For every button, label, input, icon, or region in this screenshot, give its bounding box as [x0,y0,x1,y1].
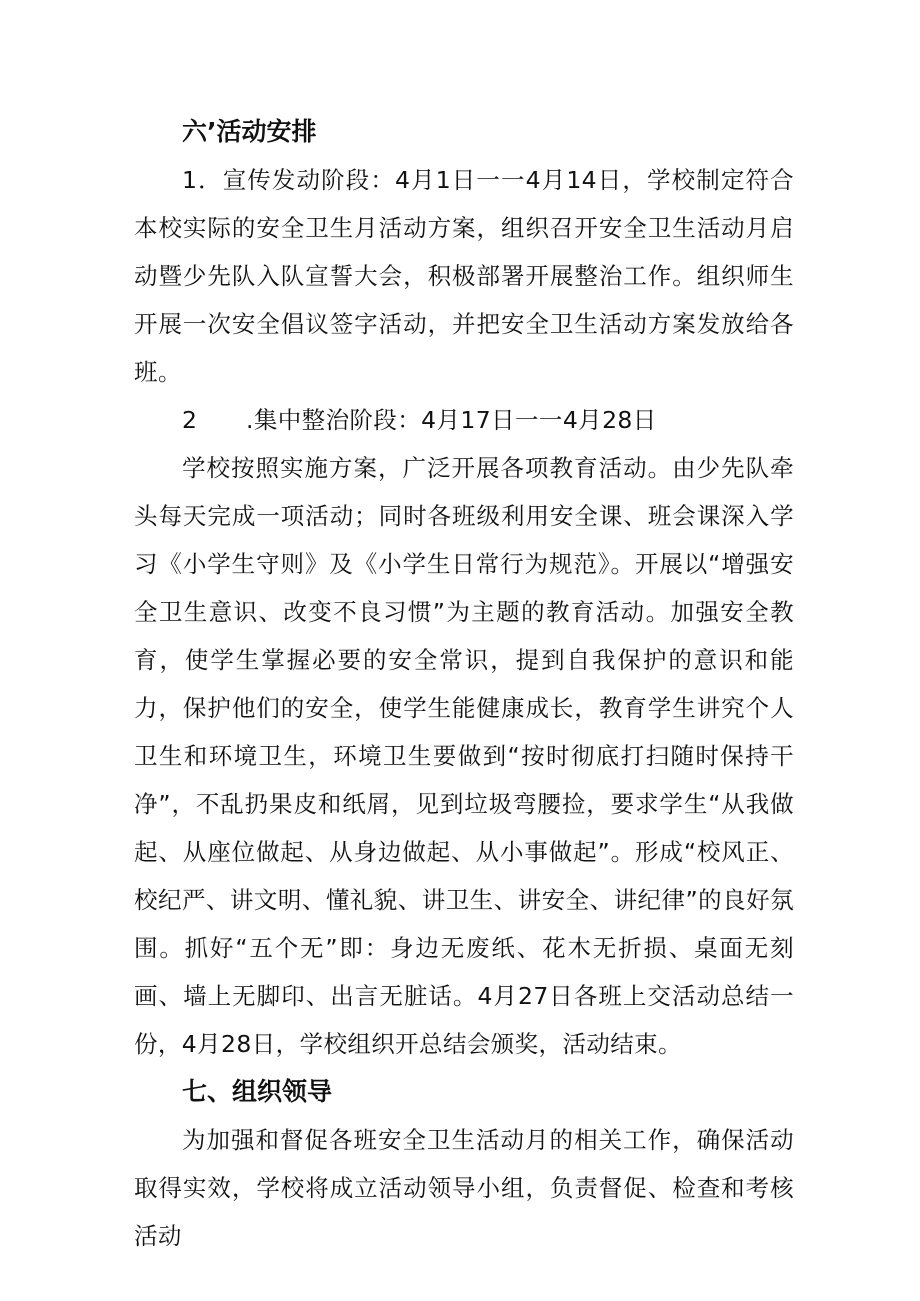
section-7-heading: 七、组织领导 [182,1077,333,1106]
section-6-item-2-title [134,396,794,444]
section-6-item-1: 1．宣传发动阶段：4月1日一一4月14日，学校制定符合本校实际的安全卫生月活动方案，组织召开安全卫生活动月启动暨少先队入队宣誓大会，积极部署开展整治工作。组织师生开展一次安全倡议签字活动，并把安全卫生活动方案发放给各班。 [134,166,794,386]
item-2-number: 2 [182,406,198,434]
section-7-body: 为加强和督促各班安全卫生活动月的相关工作，确保活动取得实效，学校将成立活动领导小组，负责督促、检查和考核活动 [134,1126,794,1250]
document-body [134,108,794,1260]
section-6-heading: 六’活动安排 [182,117,317,146]
section-6-item-2-body: 学校按照实施方案，广泛开展各项教育活动。由少先队牵头每天完成一项活动；同时各班级利用安全课、班会课深入学习《小学生守则》及《小学生日常行为规范》。开展以“增强安全卫生意识、改变不良习惯”为主题的教育活动。加强安全教育，使学生掌握必要的安全常识，提到自我保护的意识和能力，保护他们的安全，使学生能健康成长，教育学生讲究个人卫生和环境卫生，环境卫生要做到“按时彻底打扫随时保持干净”，不乱扔果皮和纸屑，见到垃圾弯腰捡，要求学生“从我做起、从座位做起、从身边做起、从小事做起”。形成“校风正、校纪严、讲文明、懂礼貌、讲卫生、讲安全、讲纪律”的良好氛围。抓好“五个无”即：身边无废纸、花木无折损、桌面无刻画、墙上无脚印、出言无脏话。4月27日各班上交活动总结一份，4月28日，学校组织开总结会颁奖，活动结束。 [134,454,794,1058]
item-2-text: .集中整治阶段：4月17日一一4月28日 [246,406,657,434]
